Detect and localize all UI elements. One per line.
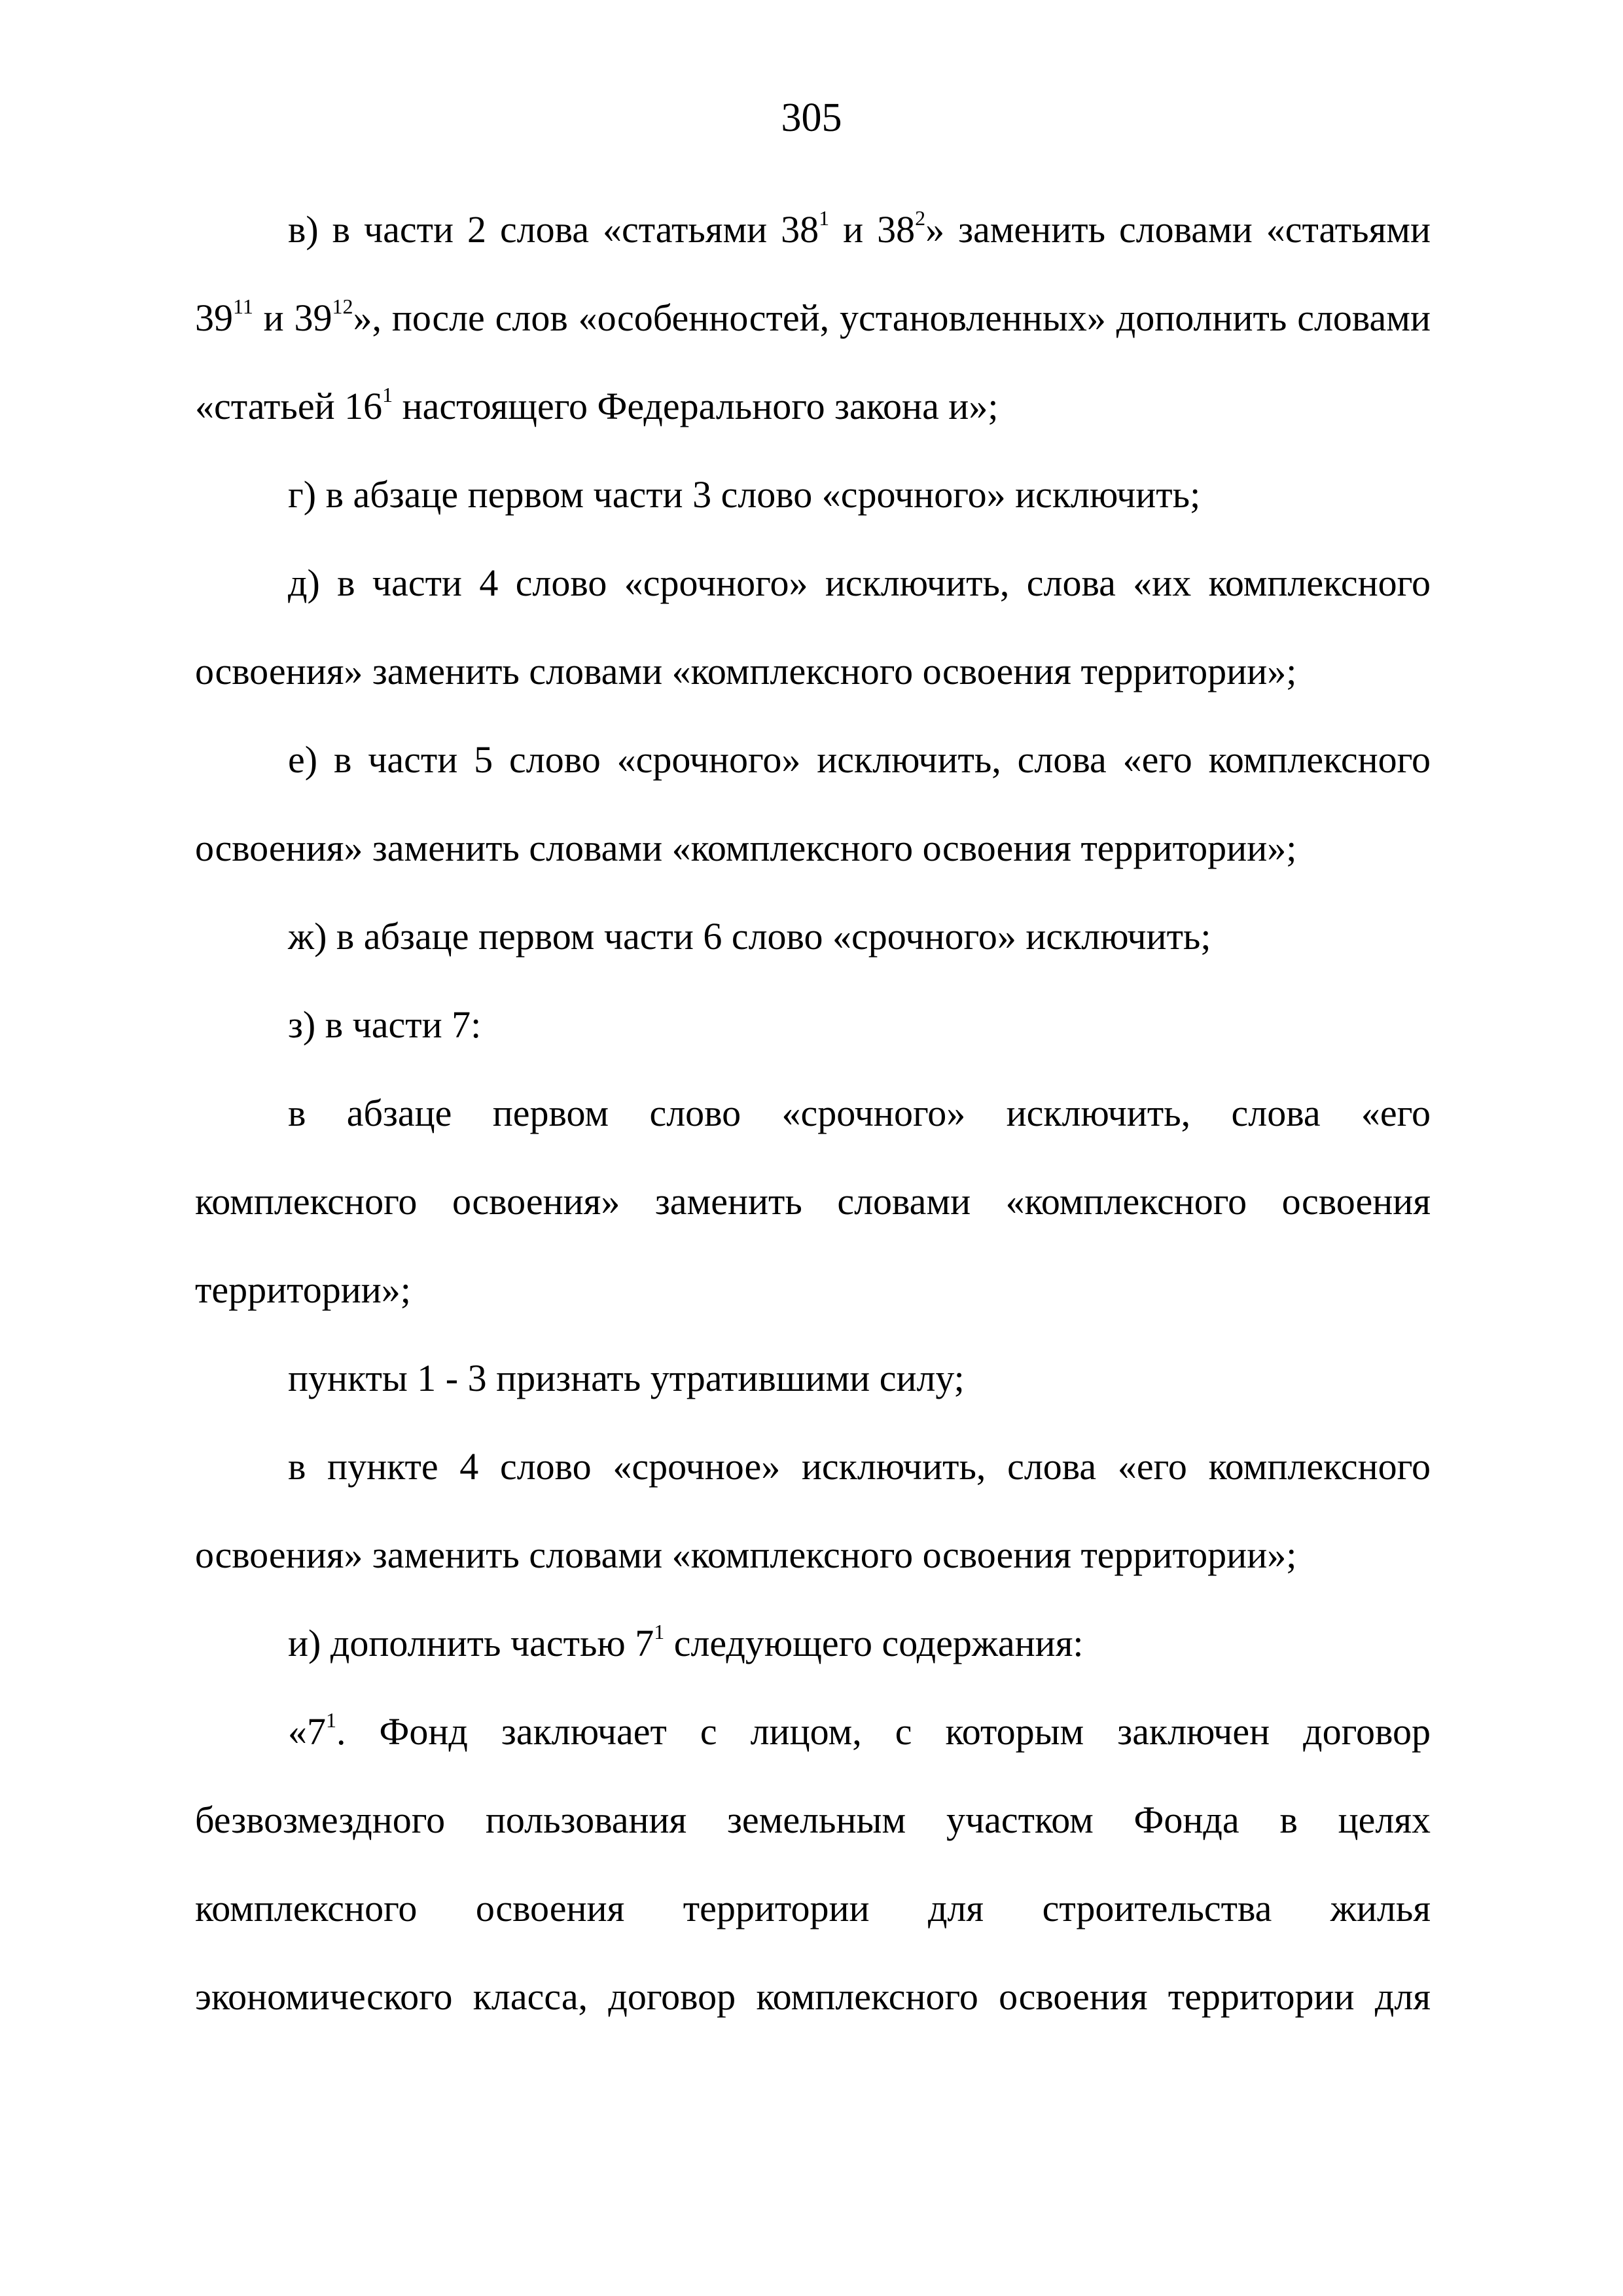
paragraph-text: настоящего Федерального закона и»; — [393, 385, 999, 427]
paragraph-text: следующего содержания: — [664, 1622, 1084, 1664]
paragraph-text: и 38 — [829, 208, 916, 251]
paragraph-text: пункты 1 - 3 признать утратившими силу; — [288, 1357, 965, 1399]
paragraph-text: ж) в абзаце первом части 6 слово «срочного» исключить; — [288, 915, 1211, 958]
superscript: 1 — [819, 206, 830, 230]
paragraph-text: д) в части 4 слово «срочного» исключить, слова «их комплексного освоения» заменить словами «комплексного освоения территории»; — [195, 562, 1431, 692]
paragraph-text: з) в части 7: — [288, 1003, 482, 1046]
paragraph-text: в абзаце первом слово «срочного» исключить, слова «его комплексного освоения» заменить словами «комплексного освоения территории»; — [195, 1092, 1431, 1311]
page-number: 305 — [781, 96, 842, 140]
paragraph-text: в) в части 2 слова «статьями 38 — [288, 208, 819, 251]
paragraph-text: » заменить словами «статьями 39 — [195, 208, 1431, 339]
paragraph-6 — [195, 980, 1431, 1069]
superscript: 1 — [382, 382, 393, 406]
paragraph-1 — [195, 185, 1431, 450]
paragraph-text: «7 — [288, 1710, 326, 1753]
paragraph-text: », после слов «особенностей, установленных» дополнить словами «статьей 16 — [195, 296, 1431, 427]
paragraph-10 — [195, 1599, 1431, 1687]
paragraph-3 — [195, 539, 1431, 715]
superscript: 2 — [915, 206, 926, 230]
paragraph-text: г) в абзаце первом части 3 слово «срочного» исключить; — [288, 473, 1201, 516]
paragraph-text: и) дополнить частью 7 — [288, 1622, 654, 1664]
paragraph-2 — [195, 450, 1431, 539]
paragraph-text: . Фонд заключает с лицом, с которым заключен договор безвозмездного пользования земельным участком Фонда в целях комплексного освоения территории для строительства жилья экономического класса, договор комплексного освоения территории для — [195, 1710, 1431, 2018]
superscript: 11 — [233, 294, 253, 318]
superscript: 1 — [326, 1708, 336, 1732]
paragraph-8 — [195, 1334, 1431, 1422]
paragraph-5 — [195, 892, 1431, 980]
paragraph-text: в пункте 4 слово «срочное» исключить, слова «его комплексного освоения» заменить словами «комплексного освоения территории»; — [195, 1445, 1431, 1576]
paragraph-4 — [195, 715, 1431, 892]
document-body — [195, 185, 1431, 2041]
paragraph-7 — [195, 1069, 1431, 1334]
superscript: 12 — [332, 294, 353, 318]
paragraph-text: е) в части 5 слово «срочного» исключить, слова «его комплексного освоения» заменить словами «комплексного освоения территории»; — [195, 738, 1431, 869]
paragraph-11 — [195, 1687, 1431, 2041]
superscript: 1 — [654, 1619, 665, 1643]
paragraph-text: и 39 — [253, 296, 332, 339]
paragraph-9 — [195, 1422, 1431, 1599]
